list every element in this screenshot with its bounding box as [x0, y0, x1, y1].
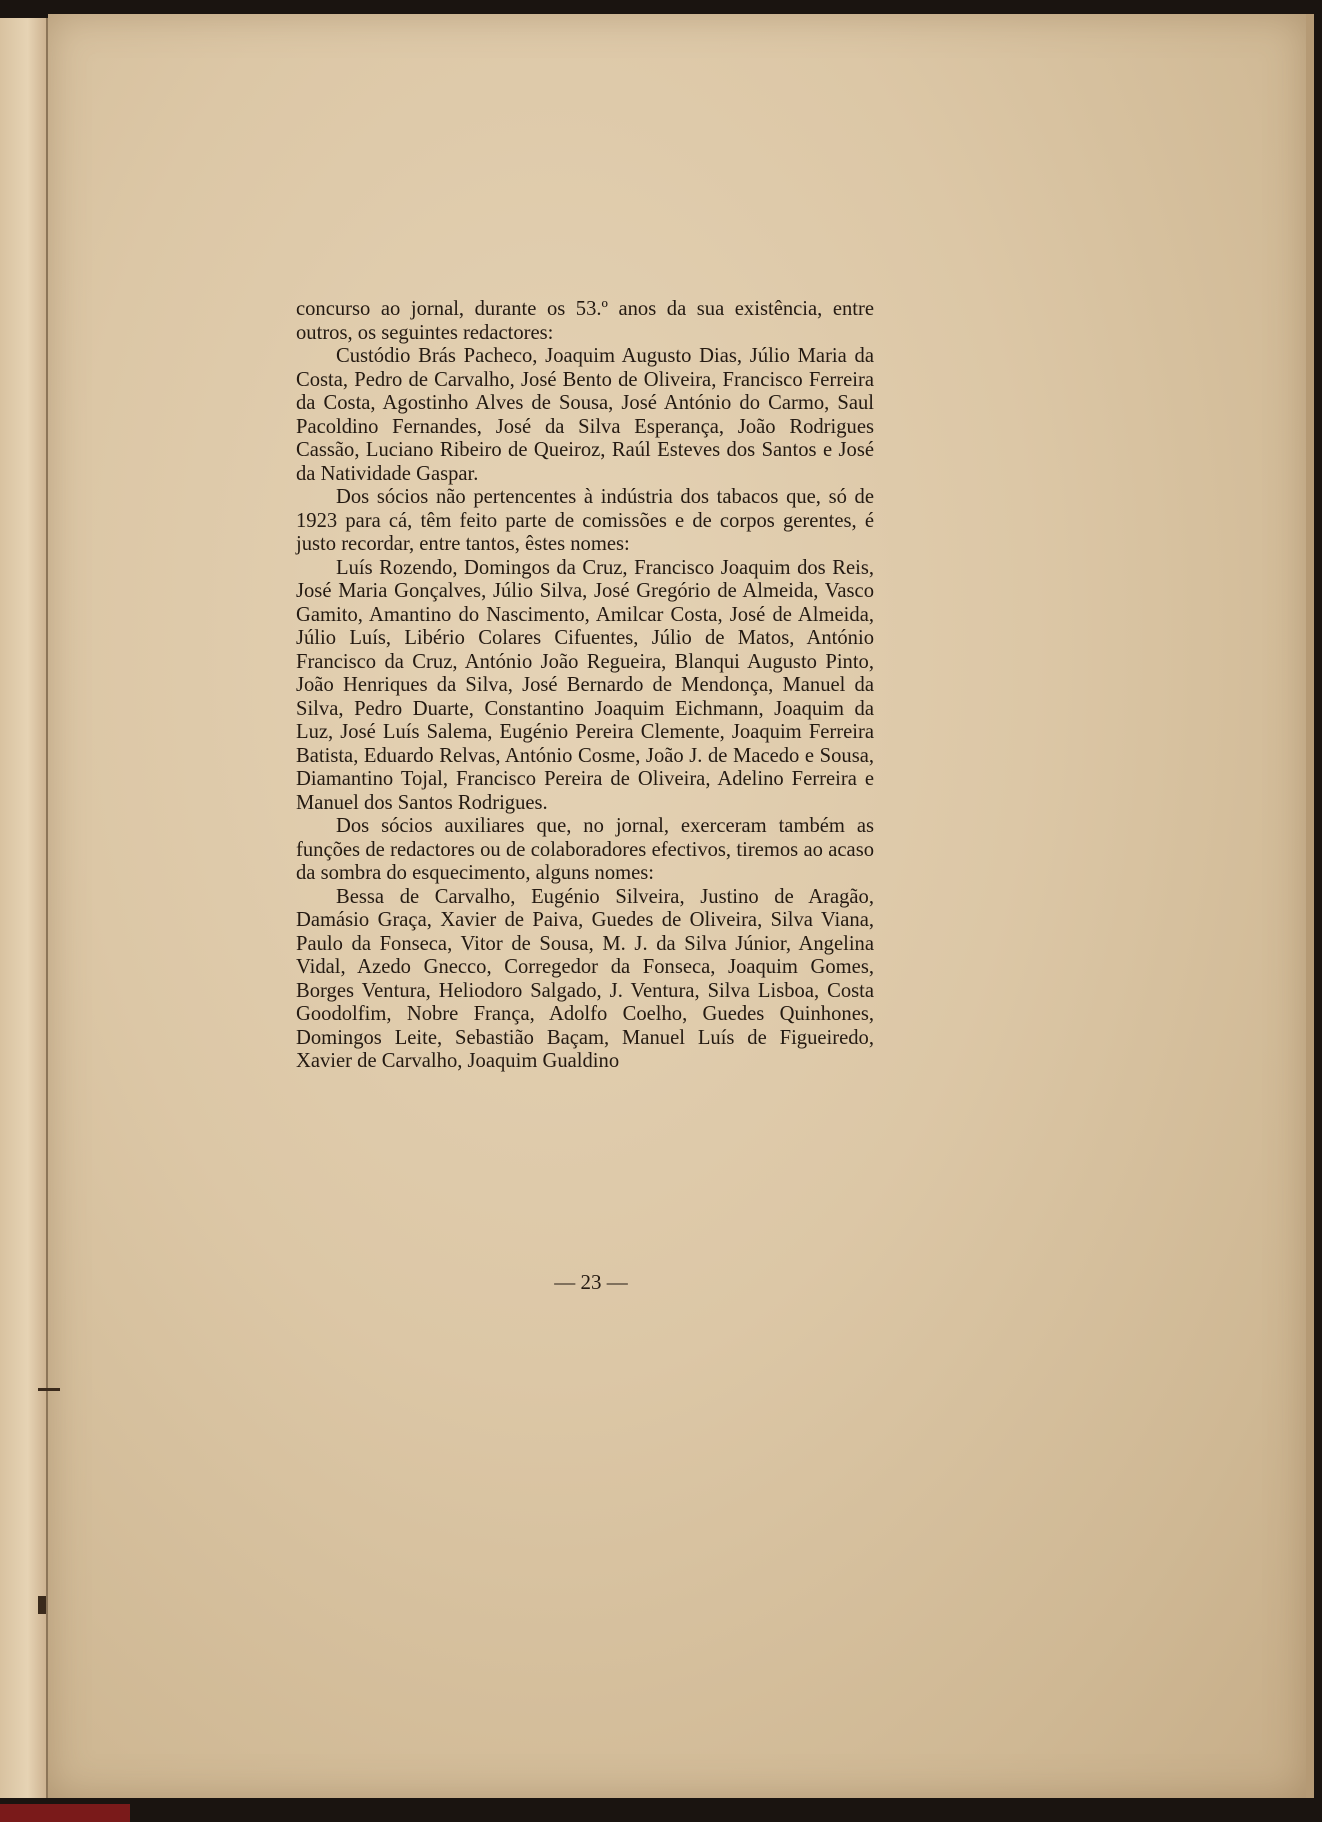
- paragraph: concurso ao jornal, durante os 53.º anos da sua existência, entre outros, os seguintes redactores:: [296, 298, 874, 344]
- paragraph: Luís Rozendo, Domingos da Cruz, Francisco Joaquim dos Reis, José Maria Gonçalves, Júlio Silva, José Gregório de Almeida, Vasco Gamito, Amantino do Nascimento, Amilcar Costa, José de Almeida, Júlio Luís, Libério Colares Cifuentes, Júlio de Matos, António Francisco da Cruz, António João Regueira, Blanqui Augusto Pinto, João Henriques da Silva, José Bernardo de Mendonça, Manuel da Silva, Pedro Duarte, Constantino Joaquim Eichmann, Joaquim da Luz, José Luís Salema, Eugénio Pereira Clemente, Joaquim Ferreira Batista, Eduardo Relvas, António Cosme, João J. de Macedo e Sousa, Diamantino Tojal, Francisco Pereira de Oliveira, Adelino Ferreira e Manuel dos Santos Rodrigues.: [296, 556, 874, 814]
- paragraph: Dos sócios auxiliares que, no jornal, exerceram também as funções de redactores ou de colaboradores efectivos, tiremos ao acaso da sombra do esquecimento, alguns nomes:: [296, 815, 874, 884]
- page-number: — 23 —: [554, 1270, 628, 1294]
- page-edge: [1306, 14, 1314, 1798]
- paragraph: Bessa de Carvalho, Eugénio Silveira, Justino de Aragão, Damásio Graça, Xavier de Paiva, Guedes de Oliveira, Silva Viana, Paulo da Fonseca, Vitor de Sousa, M. J. da Silva Júnior, Angelina Vidal, Azedo Gnecco, Corregedor da Fonseca, Joaquim Gomes, Borges Ventura, Heliodoro Salgado, J. Ventura, Silva Lisboa, Costa Goodolfim, Nobre França, Adolfo Coelho, Guedes Quinhones, Domingos Leite, Sebastião Baçam, Manuel Luís de Figueiredo, Xavier de Carvalho, Joaquim Gualdino: [296, 885, 874, 1072]
- paragraph: Custódio Brás Pacheco, Joaquim Augusto Dias, Júlio Maria da Costa, Pedro de Carvalho, José Bento de Oliveira, Francisco Ferreira da Costa, Agostinho Alves de Sousa, José António do Carmo, Saul Pacoldino Fernandes, José da Silva Esperança, João Rodrigues Cassão, Luciano Ribeiro de Queiroz, Raúl Esteves dos Santos e José da Natividade Gaspar.: [296, 345, 874, 485]
- body-text: [296, 298, 874, 1074]
- binding-thread-mark: [38, 1388, 60, 1391]
- cover-edge: [0, 1804, 130, 1822]
- paragraph: Dos sócios não pertencentes à indústria dos tabacos que, só de 1923 para cá, têm feito parte de comissões e de corpos gerentes, é justo recordar, entre tantos, êstes nomes:: [296, 486, 874, 555]
- binding-thread-mark: [38, 1596, 46, 1614]
- binding-strip: [0, 18, 48, 1798]
